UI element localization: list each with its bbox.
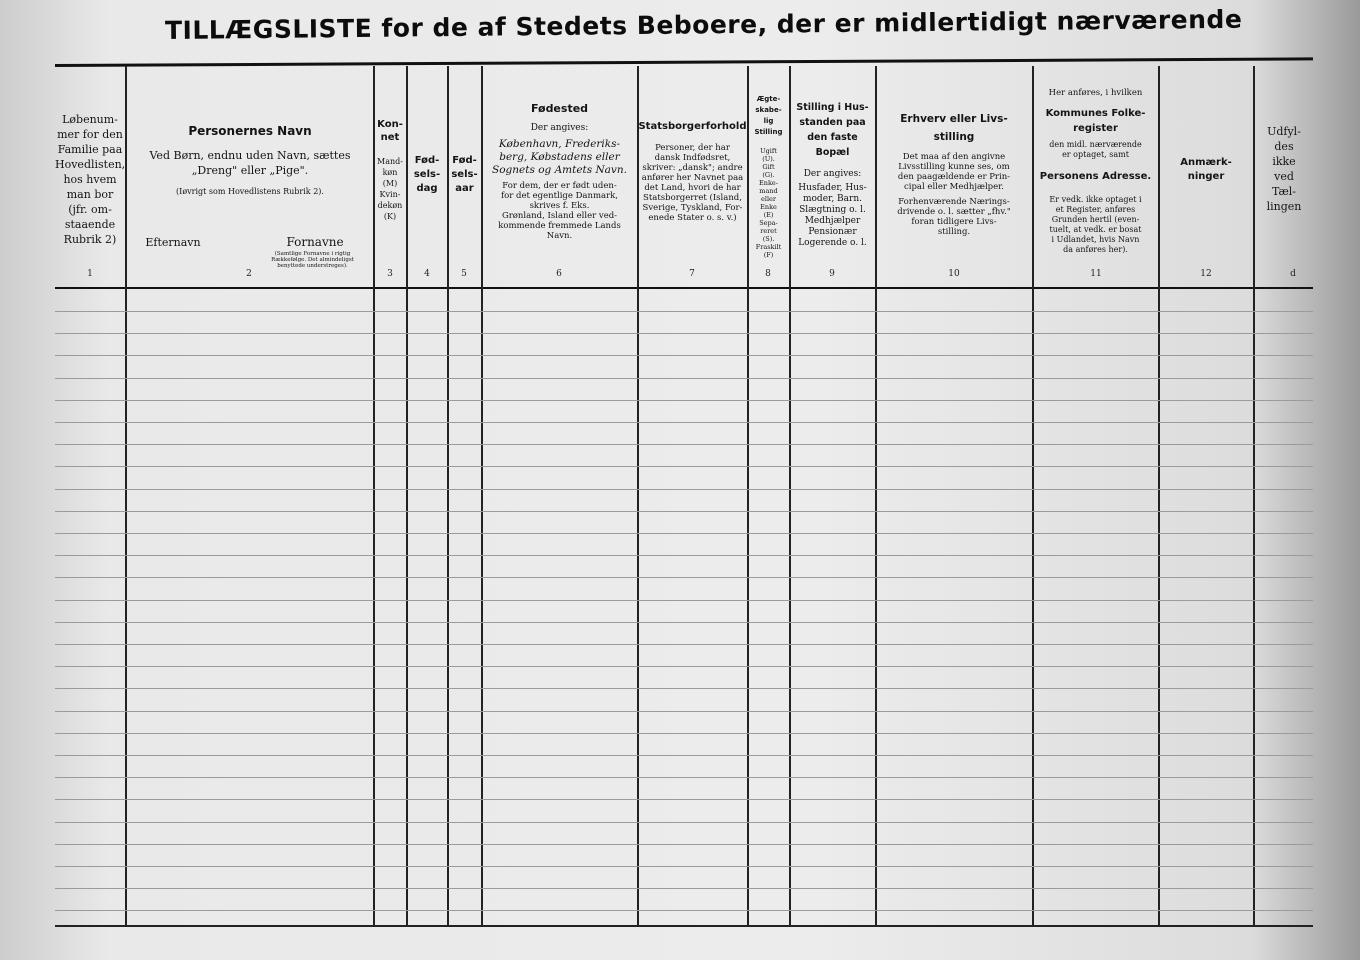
- cold-text: Udfyl- des ikke ved Tæl- lingen: [1266, 125, 1302, 213]
- col2-heading: Personernes Navn: [188, 124, 312, 138]
- col2-surname-label: Efternavn: [145, 236, 201, 249]
- col2-forenames-label: Fornavne: [286, 235, 344, 249]
- col10-heading: Erhverv eller Livs- stilling: [900, 113, 1008, 143]
- col9-text: Husfader, Hus- moder, Barn. Slægtning o. l. Medhjælper Pensionær Logerende o. l.: [798, 183, 867, 248]
- ruled-line: [55, 600, 1313, 601]
- col11-heading2: Personens Adresse.: [1039, 171, 1152, 182]
- ruled-line: [55, 444, 1313, 445]
- ruled-line: [55, 311, 1313, 312]
- col-number: 7: [689, 269, 695, 279]
- col4-heading: Fød- sels- dag: [413, 155, 441, 194]
- col3-text: Mand- køn (M) Kvin- dekøn (K): [377, 157, 403, 221]
- ruled-line: [55, 555, 1313, 556]
- bottom-rule: [55, 925, 1313, 927]
- col-number: 1: [87, 269, 93, 279]
- ruled-line: [55, 644, 1313, 645]
- col2-note: (Iøvrigt som Hovedlistens Rubrik 2).: [176, 187, 324, 196]
- ruled-line: [55, 844, 1313, 845]
- col10-text: Det maa af den angivne Livsstilling kunne ses, om den paagældende er Prin- cipal eller Medhjælper.: [897, 152, 1011, 192]
- col-number: 6: [556, 269, 562, 279]
- col11-text2: Er vedk. ikke optaget i et Register, anføres Grunden hertil (even- tuelt, at vedk. er bosat i Udlandet, hvis Navn da anføres her).: [1049, 195, 1142, 254]
- ruled-line: [55, 866, 1313, 867]
- col6-sub: Der angives:: [530, 123, 589, 133]
- col-number: 8: [765, 269, 771, 279]
- col11-pre: Her anføres, i hvilken: [1048, 88, 1143, 98]
- ruled-line: [55, 688, 1313, 689]
- col-number: 5: [461, 269, 467, 279]
- col6-heading: Fødested: [530, 102, 589, 115]
- column-divider: [1158, 66, 1160, 926]
- ruled-line: [55, 333, 1313, 334]
- col-number: 9: [829, 269, 835, 279]
- form-title: TILLÆGSLISTE for de af Stedets Beboere, der er midlertidigt nærværende: [164, 4, 1243, 45]
- col11-heading: Kommunes Folke- register: [1045, 108, 1146, 134]
- ruled-line: [55, 888, 1313, 889]
- ruled-line: [55, 622, 1313, 623]
- ruled-line: [55, 711, 1313, 712]
- ruled-line: [55, 466, 1313, 467]
- col8-text: Ugift (U). Gift (G). Enke- mand eller Enke (E) Sepa- reret (S). Fraskilt (F): [755, 147, 782, 259]
- ruled-line: [55, 511, 1313, 512]
- ruled-line: [55, 799, 1313, 800]
- col-number: 3: [387, 269, 393, 279]
- col9-sub: Der angives:: [803, 169, 862, 179]
- header-rule: [55, 287, 1313, 289]
- col3-heading: Kon- net: [377, 119, 403, 143]
- ruled-line: [55, 355, 1313, 356]
- ruled-line: [55, 910, 1313, 911]
- col2-forenames-note: (Samtlige Fornavne i rigtig Rækkefølge. Det almindeligst benyttede understreges).: [271, 251, 354, 269]
- col11-text: den midl. nærværende er optaget, samt: [1049, 140, 1142, 159]
- ruled-line: [55, 666, 1313, 667]
- ruled-line: [55, 577, 1313, 578]
- ruled-line: [55, 822, 1313, 823]
- ruled-line: [55, 755, 1313, 756]
- ruled-line: [55, 733, 1313, 734]
- col10-text2: Forhenværende Nærings- drivende o. l. sætter „fhv." foran tidligere Livs- stilling.: [897, 197, 1011, 237]
- ruled-line: [55, 533, 1313, 534]
- ruled-line: [55, 422, 1313, 423]
- col-number: 4: [424, 269, 430, 279]
- ruled-line: [55, 777, 1313, 778]
- col6-text2: For dem, der er født uden- for det egentlige Danmark, skrives f. Eks. Grønland, Island eller ved- kommende fremmede Lands Navn.: [498, 181, 621, 241]
- col12-heading: Anmærk- ninger: [1180, 157, 1232, 182]
- col2-text: Ved Børn, endnu uden Navn, sættes „Dreng" eller „Pige".: [149, 149, 351, 177]
- col7-text: Personer, der har dansk Indfødsret, skriver: „dansk"; andre anfører her Navnet paa det Land, hvori de har Statsborgerret (Island, Sverige, Tyskland, For- enede Stater o. s. v.): [641, 143, 744, 223]
- column-divider: [125, 66, 127, 926]
- ruled-line: [55, 378, 1313, 379]
- col5-heading: Fød- sels- aar: [451, 155, 478, 194]
- col1-header: Løbenum- mer for den Familie paa Hovedlisten, hos hvem man bor (jfr. om- staaende Rubrik 2): [55, 113, 126, 246]
- col-number: 10: [948, 269, 960, 279]
- column-divider: [875, 66, 877, 926]
- col6-text: København, Frederiks- berg, Købstadens eller Sognets og Amtets Navn.: [492, 138, 627, 176]
- ruled-line: [55, 489, 1313, 490]
- col-number: d: [1290, 269, 1296, 279]
- col8-heading: Ægte- skabe- lig Stilling: [754, 95, 783, 136]
- col9-heading: Stilling i Hus- standen paa den faste Bopæl: [796, 102, 869, 158]
- ruled-line: [55, 400, 1313, 401]
- col7-heading: Statsborgerforhold: [638, 121, 747, 132]
- col-number: 2: [246, 269, 252, 279]
- col-number: 11: [1090, 269, 1102, 279]
- col-number: 12: [1200, 269, 1212, 279]
